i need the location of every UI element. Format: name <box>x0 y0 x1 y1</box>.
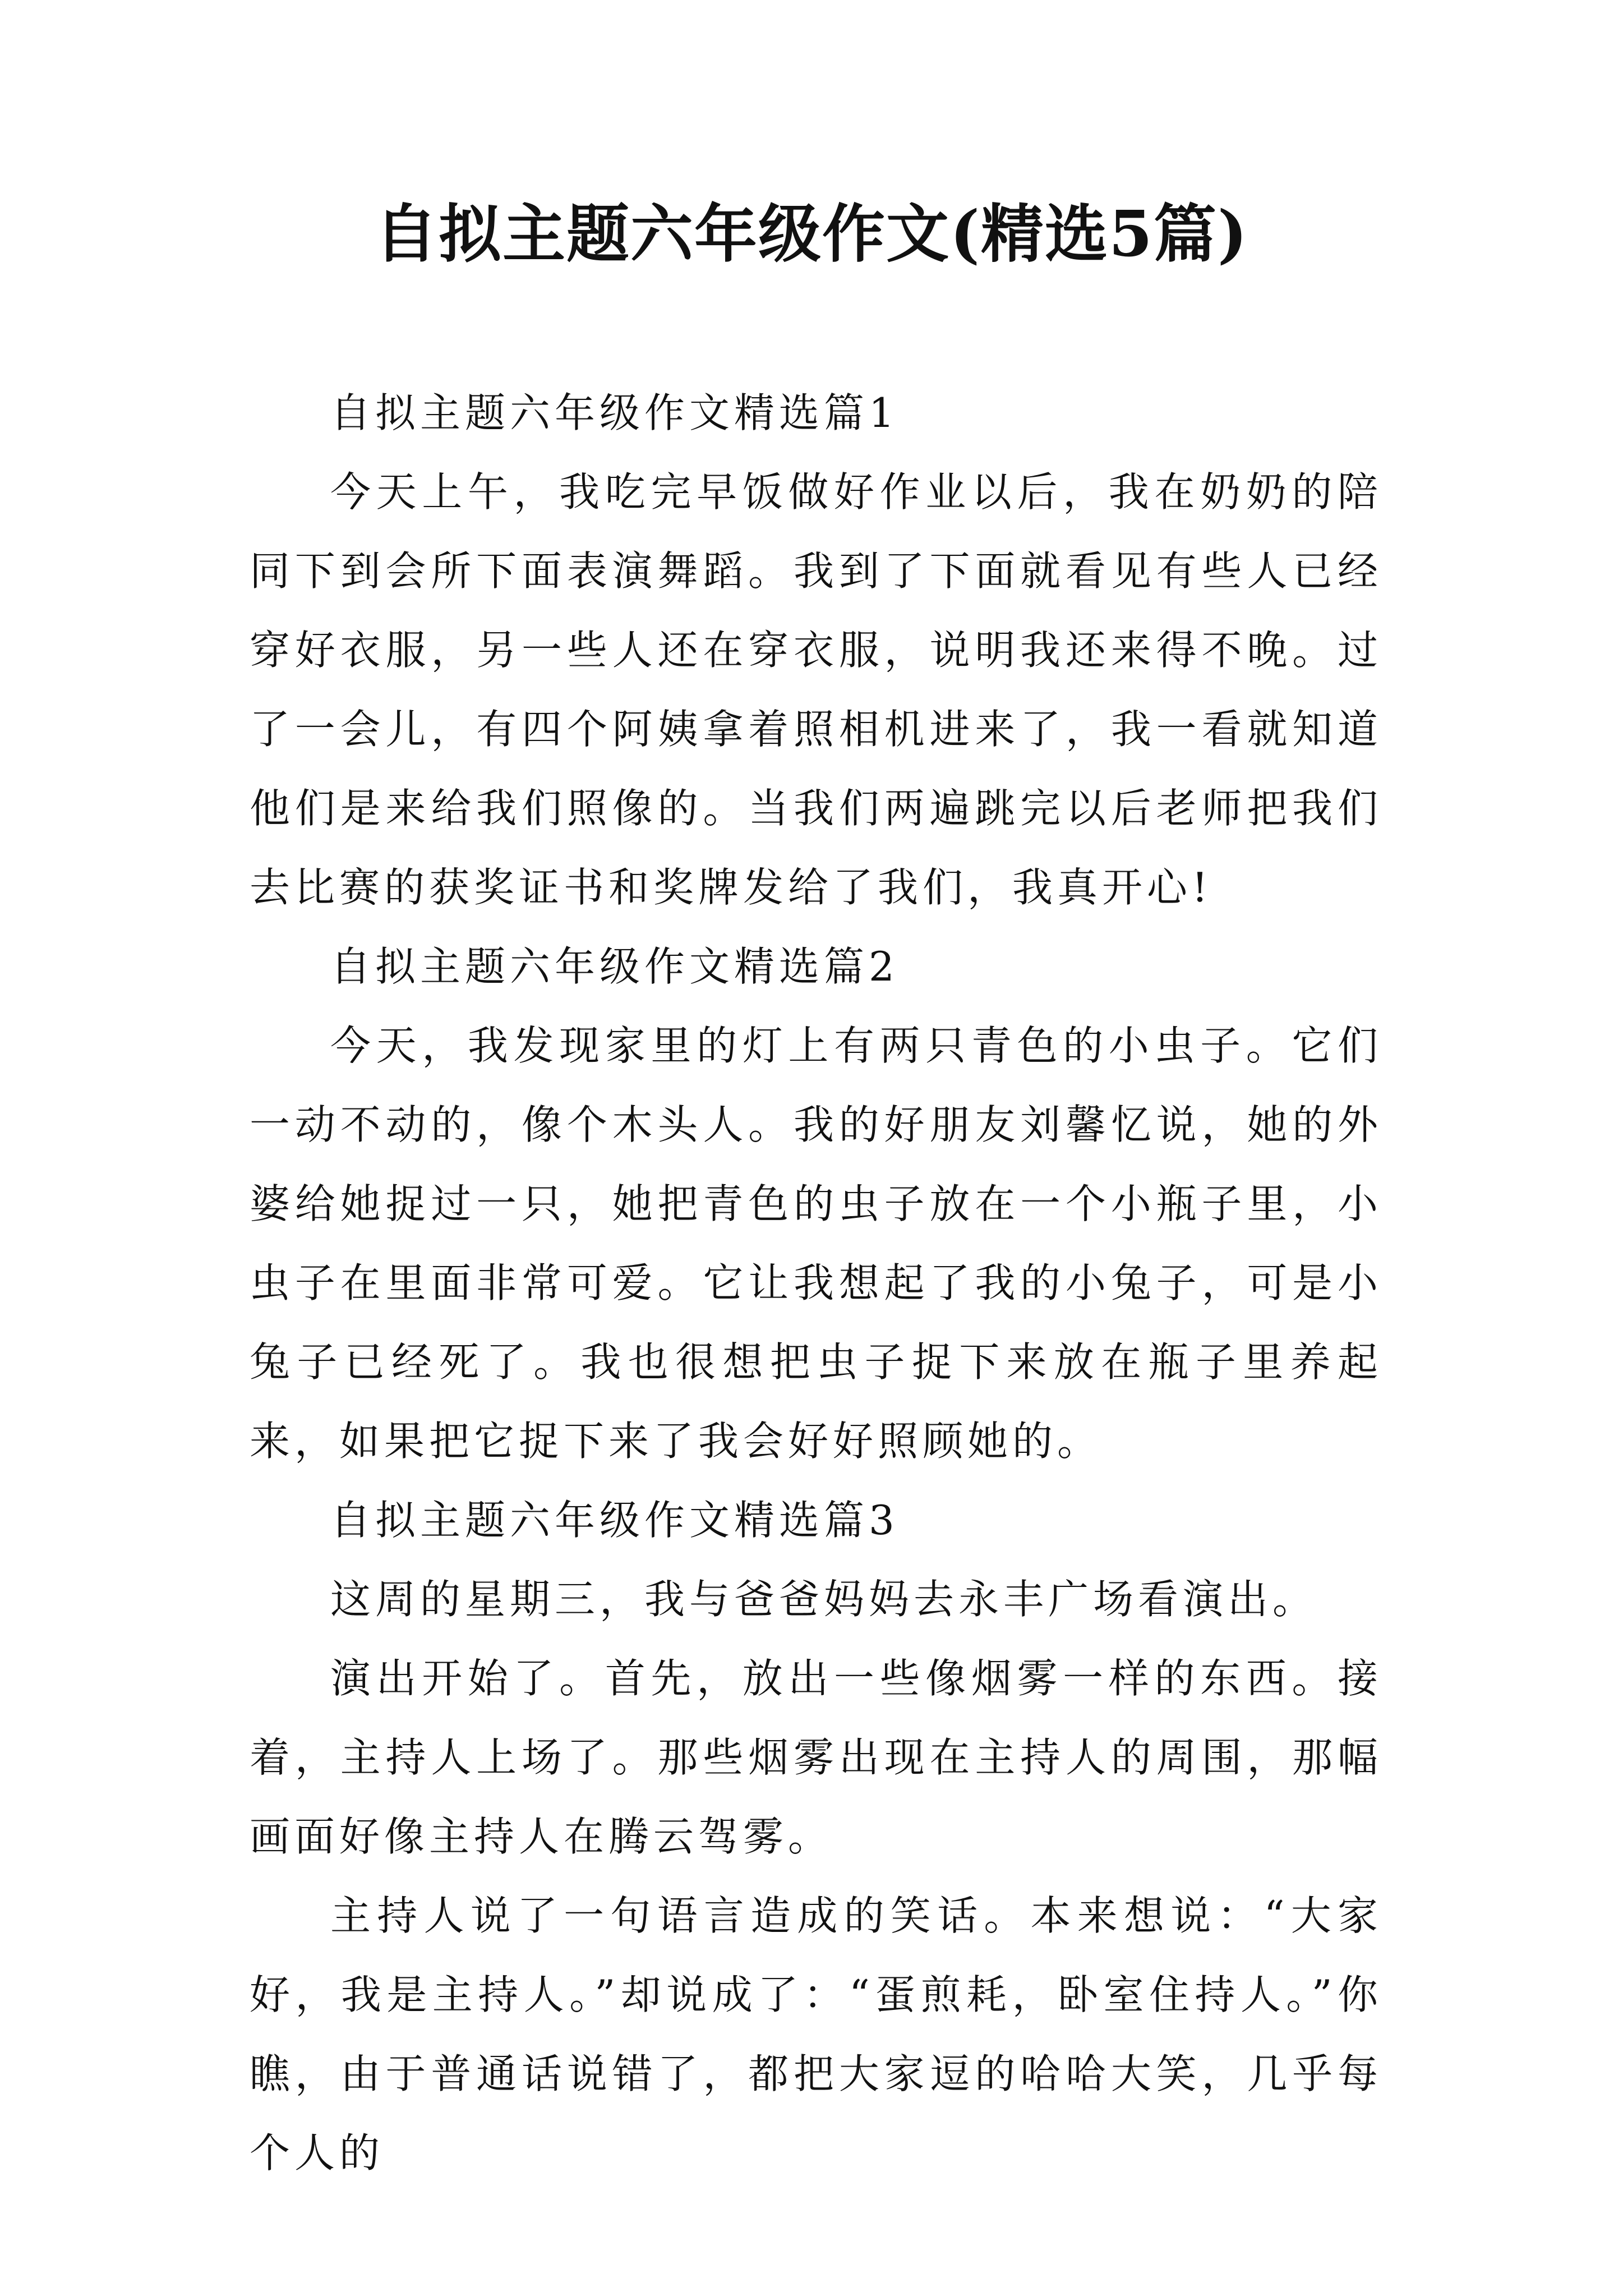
section-heading-3: 自拟主题六年级作文精选篇3 <box>330 1497 899 1544</box>
document-title: 自拟主题六年级作文(精选5篇) <box>375 197 1248 271</box>
paragraph: 主持人说了一句语言造成的笑话。本来想说：“大家好，我是主持人。”却说成了：“蛋煎耗，卧室住持人。”你瞧，由于普通话说错了，都把大家逗的哈哈大笑，几乎每个人的 <box>250 1892 1382 2177</box>
paragraph: 今天，我发现家里的灯上有两只青色的小虫子。它们一动不动的，像个木头人。我的好朋友刘馨忆说，她的外婆给她捉过一只，她把青色的虫子放在一个小瓶子里，小虫子在里面非常可爱。它让我想起了我的小兔子，可是小兔子已经死了。我也很想把虫子捉下来放在瓶子里养起来，如果把它捉下来了我会好好照顾她的。 <box>250 1022 1382 1465</box>
paragraph: 今天上午，我吃完早饭做好作业以后，我在奶奶的陪同下到会所下面表演舞蹈。我到了下面就看见有些人已经穿好衣服，另一些人还在穿衣服，说明我还来得不晚。过了一会儿，有四个阿姨拿着照相机进来了，我一看就知道他们是来给我们照像的。当我们两遍跳完以后老师把我们去比赛的获奖证书和奖牌发给了我们，我真开心! <box>250 468 1382 911</box>
section-heading-1: 自拟主题六年级作文精选篇1 <box>330 389 899 436</box>
paragraph: 演出开始了。首先，放出一些像烟雾一样的东西。接着，主持人上场了。那些烟雾出现在主持人的周围，那幅画面好像主持人在腾云驾雾。 <box>250 1655 1382 1860</box>
document-body <box>250 374 1382 2193</box>
paragraph: 这周的星期三，我与爸爸妈妈去永丰广场看演出。 <box>330 1576 1318 1623</box>
section-heading-2: 自拟主题六年级作文精选篇2 <box>330 943 899 990</box>
